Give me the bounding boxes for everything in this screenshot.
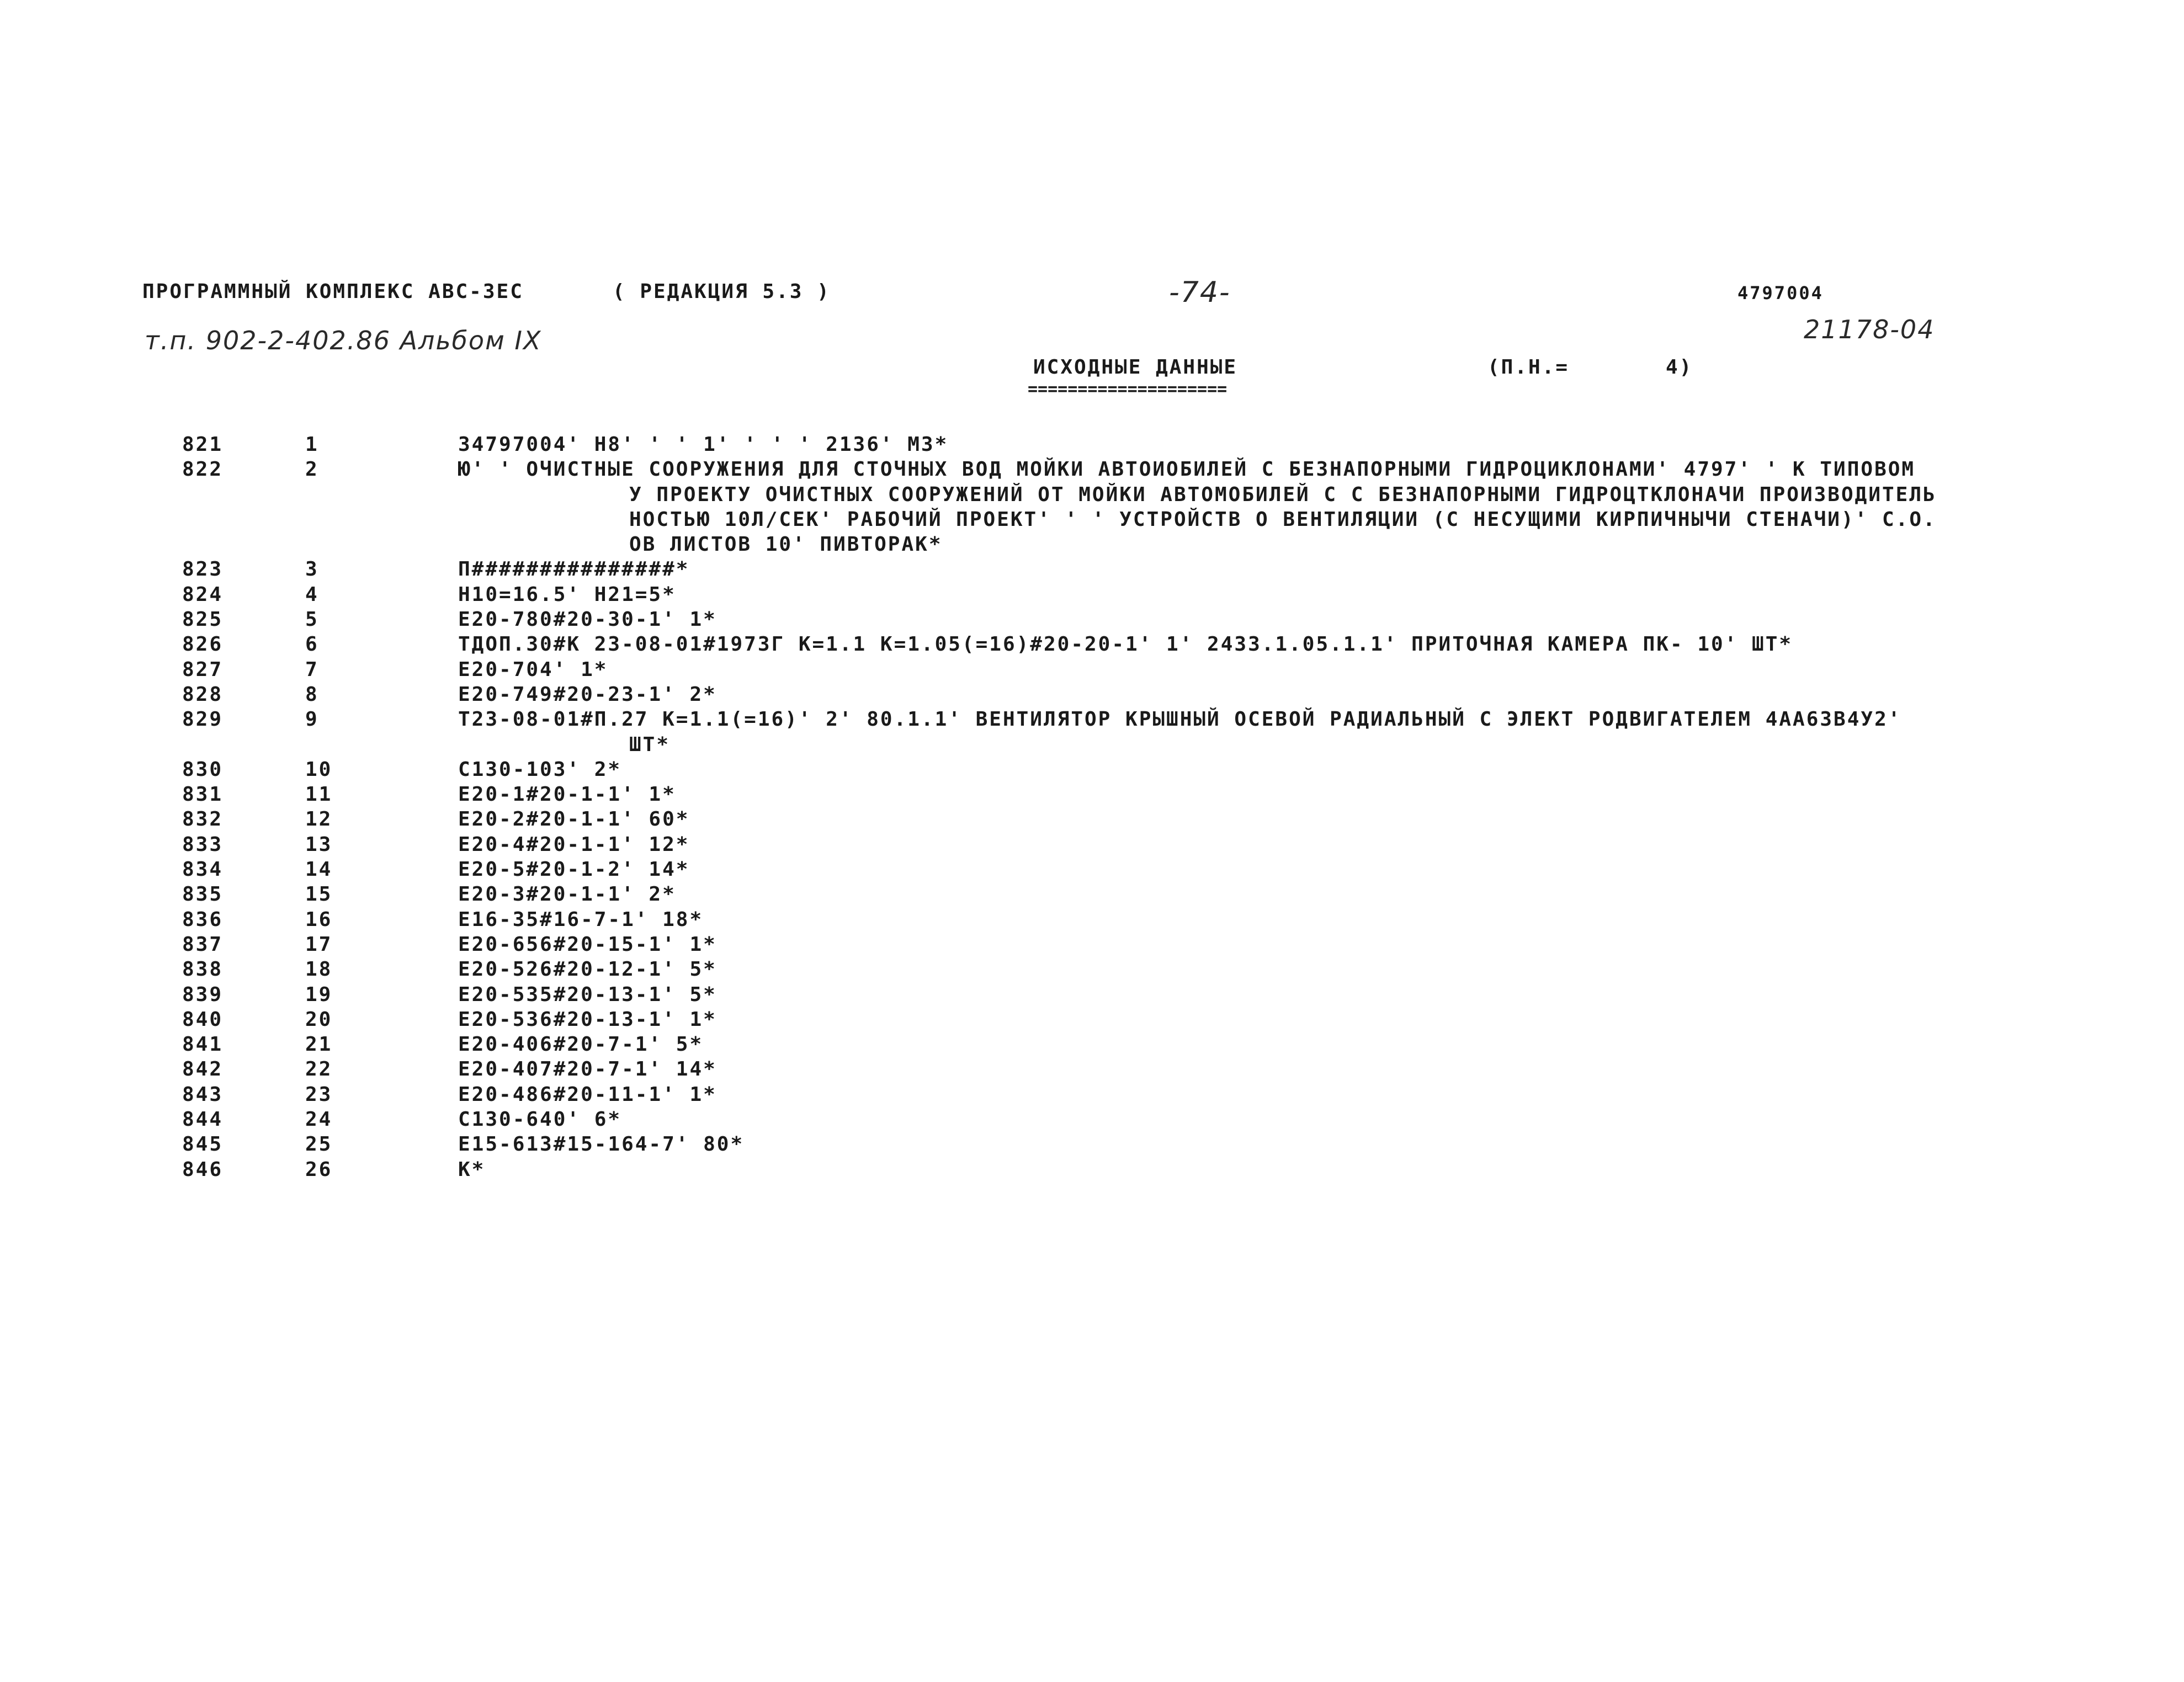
record-number: 839 — [182, 983, 224, 1006]
record-number: 831 — [182, 783, 224, 806]
listing-row — [0, 857, 2184, 882]
record-number: 832 — [182, 808, 224, 831]
record-text — [458, 1107, 2114, 1132]
record-text-line: П###############* — [458, 558, 690, 581]
record-number: 846 — [182, 1158, 224, 1181]
record-text-line: Е20-1#20-1-1' 1* — [458, 783, 676, 806]
record-text-line: У ПРОЕКТУ ОЧИСТНЫХ СООРУЖЕНИЙ ОТ МОЙКИ АВТОМОБИЛЕЙ С С БЕЗНАПОРНЫМИ ГИДРОЦТКЛОНАЧИ ПРОИЗВОДИТЕЛЬ — [629, 483, 1937, 506]
listing-row — [0, 582, 2184, 607]
line-number: 26 — [305, 1158, 333, 1181]
pn-label: (П.Н.= — [1487, 356, 1570, 379]
record-number: 836 — [182, 908, 224, 931]
record-number: 843 — [182, 1083, 224, 1106]
record-text-line: Ю' ' ОЧИСТНЫЕ СООРУЖЕНИЯ ДЛЯ СТОЧНЫХ ВОД МОЙКИ АВТОИОБИЛЕЙ С БЕЗНАПОРНЫМИ ГИДРОЦИКЛОНАМИ' 4797' ' К ТИПОВОМ — [458, 458, 1916, 481]
listing-row — [0, 832, 2184, 857]
page-number: -74- — [1169, 276, 1231, 309]
listing-row — [0, 682, 2184, 707]
record-number: 840 — [182, 1008, 224, 1031]
record-text-line: 34797004' Н8' ' ' 1' ' ' ' 2136' МЗ* — [458, 433, 949, 456]
record-number: 827 — [182, 658, 224, 681]
listing-row — [0, 1082, 2184, 1107]
edition-label: ( РЕДАКЦИЯ 5.3 ) — [613, 280, 831, 303]
record-text — [458, 1082, 2114, 1107]
title-underline: ==================== — [1028, 380, 1227, 399]
record-number: 837 — [182, 933, 224, 956]
listing-row — [0, 1032, 2184, 1057]
listing-row — [0, 932, 2184, 957]
listing-row — [0, 1007, 2184, 1032]
record-text-line: Е16-35#16-7-1' 18* — [458, 908, 704, 931]
record-text — [458, 932, 2114, 957]
record-text-line: Е20-5#20-1-2' 14* — [458, 858, 690, 881]
line-number: 13 — [305, 833, 333, 856]
record-text — [458, 857, 2114, 882]
record-text — [458, 1032, 2114, 1057]
record-text — [458, 657, 2114, 682]
record-number: 833 — [182, 833, 224, 856]
listing-row — [0, 782, 2184, 807]
listing-row — [0, 557, 2184, 582]
record-number: 822 — [182, 458, 224, 481]
record-text — [458, 457, 2114, 557]
record-text-line: Е20-749#20-23-1' 2* — [458, 683, 717, 706]
record-number: 835 — [182, 883, 224, 906]
line-number: 18 — [305, 958, 333, 981]
record-text-line: НОСТЬЮ 10Л/СЕК' РАБОЧИЙ ПРОЕКТ' ' ' УСТРОЙСТВ О ВЕНТИЛЯЦИИ (С НЕСУЩИМИ КИРПИЧНЫЧИ СТЕНАЧИ)' С.О. — [629, 508, 1937, 531]
record-text — [458, 707, 2114, 757]
listing-row — [0, 807, 2184, 832]
record-text-line: Т23-08-01#П.27 К=1.1(=16)' 2' 80.1.1' ВЕНТИЛЯТОР КРЫШНЫЙ ОСЕВОЙ РАДИАЛЬНЫЙ С ЭЛЕКТ РОДВИГАТЕЛЕМ 4АА63В4У2' — [458, 708, 1902, 731]
record-number: 826 — [182, 633, 224, 656]
record-text — [458, 907, 2114, 932]
record-text — [458, 882, 2114, 907]
listing-row — [0, 1132, 2184, 1157]
line-number: 8 — [305, 683, 319, 706]
line-number: 4 — [305, 583, 319, 606]
record-text — [458, 782, 2114, 807]
line-number: 20 — [305, 1008, 333, 1031]
record-text — [458, 832, 2114, 857]
listing-row — [0, 882, 2184, 907]
line-number: 10 — [305, 758, 333, 781]
record-text-line: Н10=16.5' Н21=5* — [458, 583, 676, 606]
program-name: ПРОГРАММНЫЙ КОМПЛЕКС АВС-3ЕС — [142, 280, 524, 303]
line-number: 17 — [305, 933, 333, 956]
stamp-handwritten-number: 21178-04 — [1804, 315, 1935, 344]
record-number: 823 — [182, 558, 224, 581]
line-number: 12 — [305, 808, 333, 831]
record-text-line: Е20-704' 1* — [458, 658, 608, 681]
listing-row — [0, 607, 2184, 632]
record-number: 830 — [182, 758, 224, 781]
record-text-line: С130-103' 2* — [458, 758, 622, 781]
record-number: 829 — [182, 708, 224, 731]
record-text — [458, 982, 2114, 1007]
record-text-line: Е20-780#20-30-1' 1* — [458, 608, 717, 631]
record-text-line: ОВ ЛИСТОВ 10' ПИВТОРАК* — [629, 533, 943, 556]
record-number: 838 — [182, 958, 224, 981]
line-number: 9 — [305, 708, 319, 731]
record-text-line: Е20-4#20-1-1' 12* — [458, 833, 690, 856]
line-number: 6 — [305, 633, 319, 656]
line-number: 19 — [305, 983, 333, 1006]
listing-row — [0, 707, 2184, 757]
listing-row — [0, 1157, 2184, 1182]
record-text — [458, 1007, 2114, 1032]
listing-row — [0, 657, 2184, 682]
record-text-line: К* — [458, 1158, 486, 1181]
line-number: 11 — [305, 783, 333, 806]
section-title: ИСХОДНЫЕ ДАННЫЕ — [1033, 356, 1238, 379]
pn-value: 4) — [1666, 356, 1693, 379]
line-number: 7 — [305, 658, 319, 681]
listing-row — [0, 632, 2184, 657]
line-number: 15 — [305, 883, 333, 906]
line-number: 1 — [305, 433, 319, 456]
listing-row — [0, 957, 2184, 982]
listing-row — [0, 1107, 2184, 1132]
record-text-line: С130-640' 6* — [458, 1108, 622, 1131]
record-number: 845 — [182, 1133, 224, 1156]
record-text — [458, 607, 2114, 632]
line-number: 3 — [305, 558, 319, 581]
listing-row — [0, 432, 2184, 457]
record-text-line: Е20-407#20-7-1' 14* — [458, 1058, 717, 1081]
listing-row — [0, 1057, 2184, 1082]
record-text-line: Е20-535#20-13-1' 5* — [458, 983, 717, 1006]
record-number: 828 — [182, 683, 224, 706]
line-number: 16 — [305, 908, 333, 931]
record-number: 825 — [182, 608, 224, 631]
line-number: 22 — [305, 1058, 333, 1081]
listing-row — [0, 457, 2184, 557]
record-text — [458, 682, 2114, 707]
record-number: 824 — [182, 583, 224, 606]
listing-row — [0, 757, 2184, 782]
record-text-line: Е20-2#20-1-1' 60* — [458, 808, 690, 831]
listing-row — [0, 982, 2184, 1007]
listing-row — [0, 907, 2184, 932]
record-text-line: ШТ* — [629, 733, 671, 756]
record-number: 844 — [182, 1108, 224, 1131]
document-code: 4797004 — [1737, 283, 1824, 304]
line-number: 5 — [305, 608, 319, 631]
record-text — [458, 432, 2114, 457]
line-number: 24 — [305, 1108, 333, 1131]
line-number: 2 — [305, 458, 319, 481]
record-text — [458, 557, 2114, 582]
record-text-line: Е20-536#20-13-1' 1* — [458, 1008, 717, 1031]
record-text — [458, 807, 2114, 832]
line-number: 21 — [305, 1033, 333, 1056]
record-text-line: ТДОП.30#К 23-08-01#1973Г К=1.1 К=1.05(=16)#20-20-1' 1' 2433.1.05.1.1' ПРИТОЧНАЯ КАМЕРА ПК- 10' ШТ* — [458, 633, 1793, 656]
record-text — [458, 1057, 2114, 1082]
record-text — [458, 1132, 2114, 1157]
record-text — [458, 1157, 2114, 1182]
album-handwritten-note: т.п. 902-2-402.86 Альбом IX — [145, 326, 542, 355]
data-listing — [0, 432, 2184, 1182]
record-number: 841 — [182, 1033, 224, 1056]
record-text — [458, 632, 2114, 657]
line-number: 14 — [305, 858, 333, 881]
record-text-line: Е20-526#20-12-1' 5* — [458, 958, 717, 981]
record-text — [458, 757, 2114, 782]
record-number: 842 — [182, 1058, 224, 1081]
record-text — [458, 582, 2114, 607]
line-number: 23 — [305, 1083, 333, 1106]
record-text-line: Е15-613#15-164-7' 80* — [458, 1133, 745, 1156]
record-number: 834 — [182, 858, 224, 881]
record-text — [458, 957, 2114, 982]
record-text-line: Е20-486#20-11-1' 1* — [458, 1083, 717, 1106]
record-text-line: Е20-3#20-1-1' 2* — [458, 883, 676, 906]
line-number: 25 — [305, 1133, 333, 1156]
record-text-line: Е20-656#20-15-1' 1* — [458, 933, 717, 956]
record-text-line: Е20-406#20-7-1' 5* — [458, 1033, 704, 1056]
record-number: 821 — [182, 433, 224, 456]
